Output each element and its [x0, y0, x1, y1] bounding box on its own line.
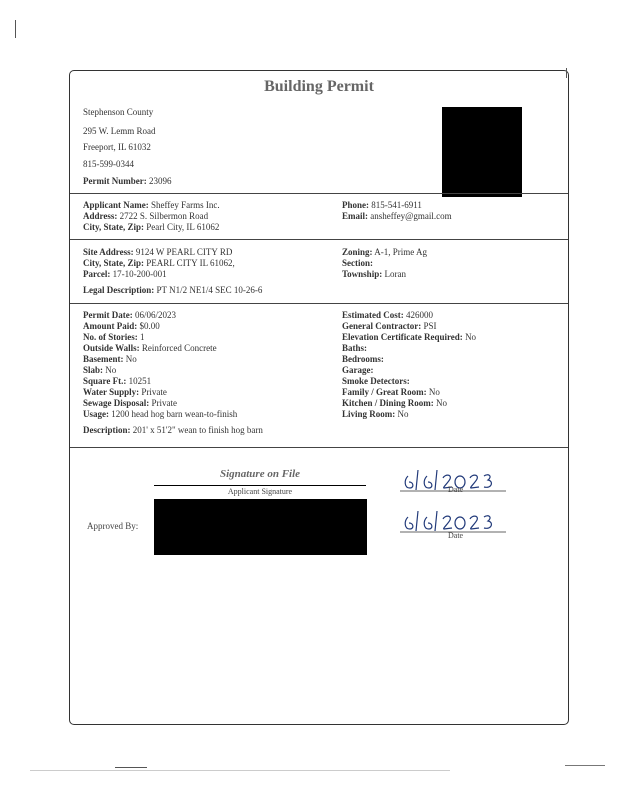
approved-by-label: Approved By: — [87, 521, 139, 531]
description: Description: 201' x 51'2" wean to finish hog barn — [83, 425, 263, 435]
site-township: Township: Loran — [342, 269, 406, 279]
site-zoning: Zoning: A-1, Prime Ag — [342, 247, 428, 257]
living-room: Living Room: No — [342, 409, 409, 419]
permit-number: Permit Number: 23096 — [83, 176, 172, 186]
applicant-phone: Phone: 815-541-6911 — [342, 200, 422, 210]
applicant-address: Address: 2722 S. Silbermon Road — [83, 211, 209, 221]
stories: No. of Stories: 1 — [83, 332, 145, 342]
county-address: 295 W. Lemm Road — [83, 126, 156, 136]
amount-paid: Amount Paid: $0.00 — [83, 321, 160, 331]
date-caption-1: Date — [448, 485, 464, 494]
scan-mark — [115, 767, 147, 768]
applicant-name: Applicant Name: Sheffey Farms Inc. — [83, 200, 220, 210]
basement: Basement: No — [83, 354, 137, 364]
site-parcel: Parcel: 17-10-200-001 — [83, 269, 167, 279]
date-caption-2: Date — [448, 531, 464, 540]
sewage-disposal: Sewage Disposal: Private — [83, 398, 178, 408]
redacted-logo — [442, 107, 522, 197]
square-feet: Square Ft.: 10251 — [83, 376, 152, 386]
estimated-cost: Estimated Cost: 426000 — [342, 310, 433, 320]
county-name: Stephenson County — [83, 107, 154, 117]
permit-frame — [69, 70, 569, 725]
usage: Usage: 1200 head hog barn wean-to-finish — [83, 409, 238, 419]
permit-date: Permit Date: 06/06/2023 — [83, 310, 176, 320]
site-section: Section: — [342, 258, 373, 268]
page-title: Building Permit — [264, 78, 374, 95]
site-address: Site Address: 9124 W PEARL CITY RD — [83, 247, 233, 257]
divider — [70, 303, 568, 304]
smoke-detectors: Smoke Detectors: — [342, 376, 410, 386]
redacted-approver-signature — [154, 499, 367, 555]
scan-mark — [30, 770, 450, 771]
bedrooms: Bedrooms: — [342, 354, 384, 364]
site-legal-description: Legal Description: PT N1/2 NE1/4 SEC 10-26-6 — [83, 285, 263, 295]
applicant-signature-line — [154, 485, 366, 486]
applicant-email: Email: ansheffey@gmail.com — [342, 211, 452, 221]
kitchen-dining-room: Kitchen / Dining Room: No — [342, 398, 448, 408]
signature-on-file: Signature on File — [219, 468, 301, 480]
garage: Garage: — [342, 365, 374, 375]
county-phone: 815-599-0344 — [83, 159, 134, 169]
baths: Baths: — [342, 343, 368, 353]
applicant-csz: City, State, Zip: Pearl City, IL 61062 — [83, 222, 220, 232]
site-csz: City, State, Zip: PEARL CITY IL 61062, — [83, 258, 235, 268]
divider — [70, 447, 568, 448]
county-city: Freeport, IL 61032 — [83, 142, 151, 152]
scan-mark — [565, 765, 605, 766]
scan-mark — [566, 68, 567, 78]
elevation-certificate: Elevation Certificate Required: No — [342, 332, 477, 342]
outside-walls: Outside Walls: Reinforced Concrete — [83, 343, 217, 353]
scan-mark — [15, 20, 16, 38]
divider — [70, 239, 568, 240]
family-great-room: Family / Great Room: No — [342, 387, 440, 397]
water-supply: Water Supply: Private — [83, 387, 167, 397]
applicant-signature-caption: Applicant Signature — [227, 487, 293, 496]
divider — [70, 193, 568, 194]
general-contractor: General Contractor: PSI — [342, 321, 437, 331]
slab: Slab: No — [83, 365, 117, 375]
